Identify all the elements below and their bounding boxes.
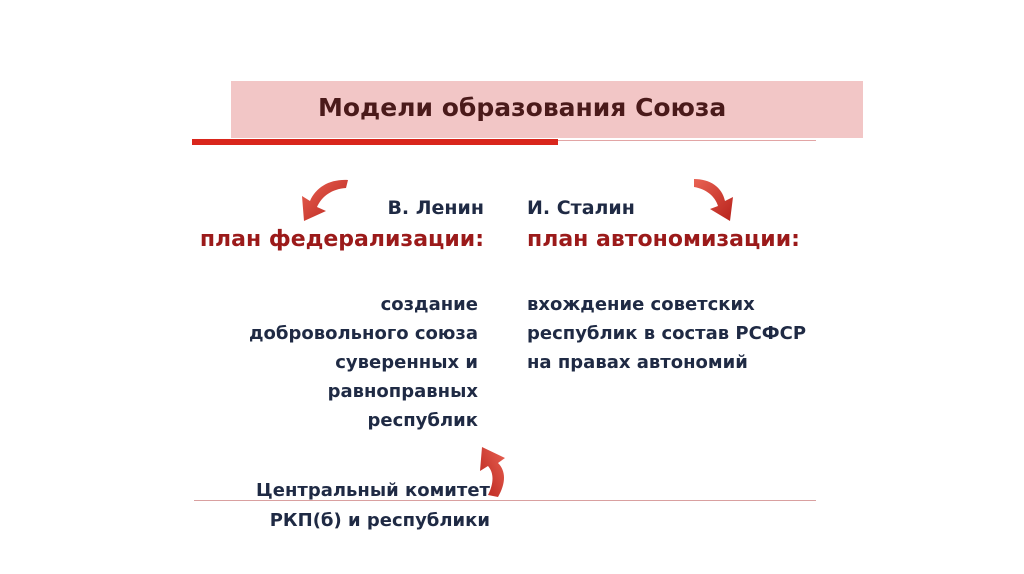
autonomization-description [527,290,806,377]
desc-line: суверенных и [335,352,478,373]
plan-autonomization: план автономизации: [527,227,800,252]
author-lenin: В. Ленин [387,197,484,219]
title-divider-line [558,140,816,141]
desc-line: добровольного союза [248,323,478,344]
author-stalin: И. Сталин [527,197,635,219]
footer-line: РКП(б) и республики [269,510,490,531]
slide-title: Модели образования Союза [318,93,727,122]
plan-federalization: план федерализации: [199,227,484,252]
footer-line: Центральный комитет [256,480,490,501]
desc-line: республик [367,410,478,431]
curved-arrow-right-icon [690,175,744,225]
desc-line: республик в состав РСФСР [527,323,807,344]
central-committee-label [256,476,490,536]
federalization-description [249,290,478,435]
desc-line: вхождение советских [527,294,755,315]
desc-line: создание [380,294,478,315]
curved-arrow-left-icon [290,177,352,225]
desc-line: равноправных [327,381,478,402]
title-underline-bar [192,139,558,145]
desc-line: на правах автономий [527,352,748,373]
